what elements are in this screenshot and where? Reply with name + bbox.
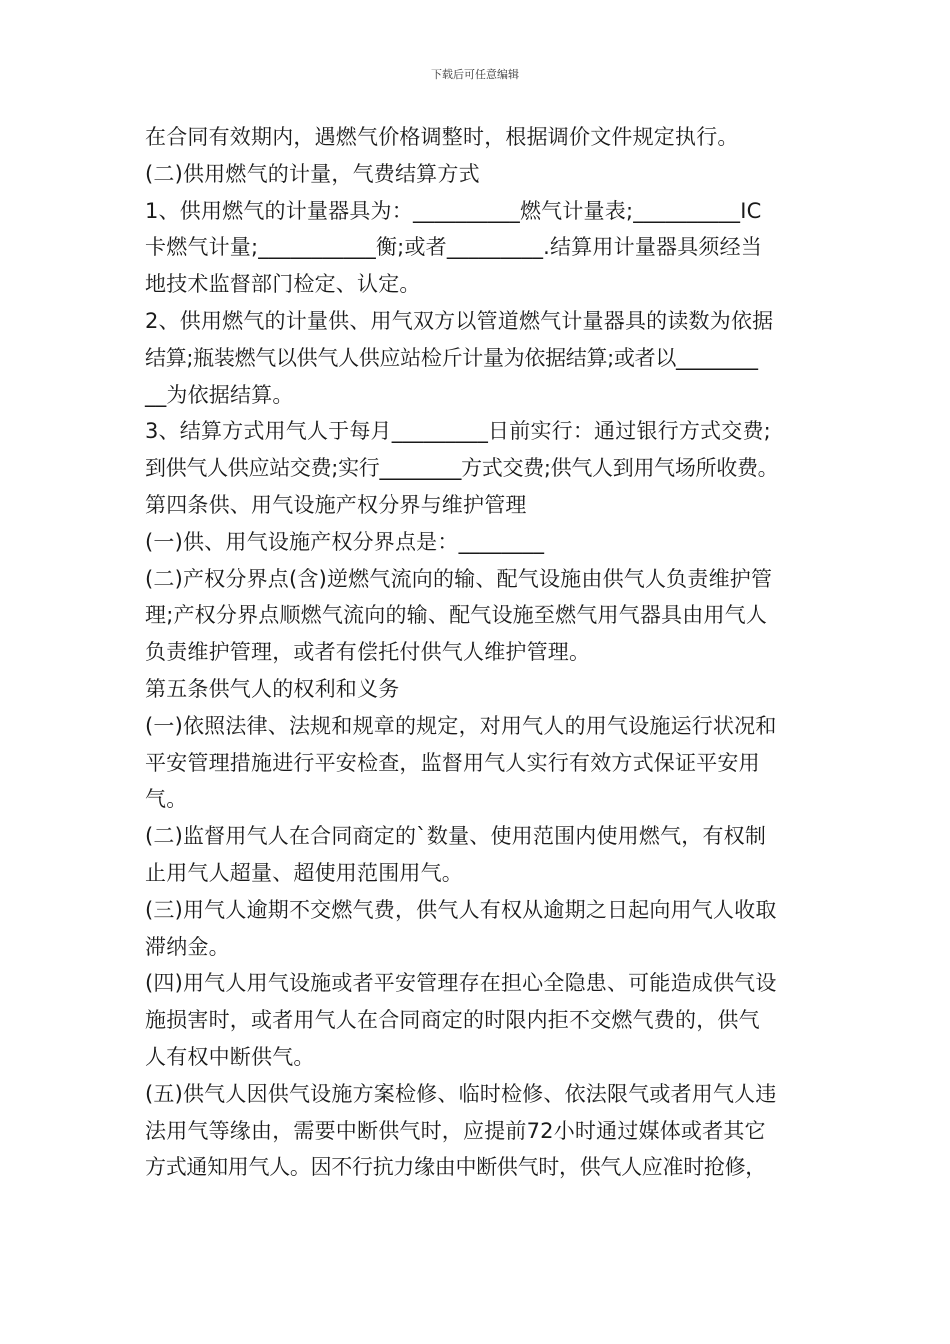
section-heading: (二)供用燃气的计量，气费结算方式 bbox=[145, 161, 480, 186]
text-line: (二)监督用气人在合同商定的`数量、使用范围内使用燃气，有权制 bbox=[145, 824, 767, 849]
text-line: 滞纳金。 bbox=[145, 934, 230, 959]
text-line: (三)用气人逾期不交燃气费，供气人有权从逾期之日起向用气人收取 bbox=[145, 897, 777, 922]
text-line: 施损害时，或者用气人在合同商定的时限内拒不交燃气费的，供气 bbox=[145, 1008, 760, 1033]
text-line: 负责维护管理，或者有偿托付供气人维护管理。 bbox=[145, 640, 591, 665]
text-line: (四)用气人用气设施或者平安管理存在担心全隐患、可能造成供气设 bbox=[145, 971, 777, 996]
text-line: 地技术监督部门检定、认定。 bbox=[145, 272, 421, 297]
text-line: (五)供气人因供气设施方案检修、临时检修、依法限气或者用气人违 bbox=[145, 1081, 777, 1106]
text-line: 理;产权分界点顺燃气流向的输、配气设施至燃气用气器具由用气人 bbox=[145, 603, 768, 628]
text-line: 止用气人超量、超使用范围用气。 bbox=[145, 860, 463, 885]
text-line: 气。 bbox=[145, 787, 188, 812]
text-line: 卡燃气计量;___________衡;或者_________.结算用计量器具须经当 bbox=[145, 235, 763, 260]
text-line: (一)供、用气设施产权分界点是：________ bbox=[145, 529, 545, 554]
text-line: 平安管理措施进行平安检查，监督用气人实行有效方式保证平安用 bbox=[145, 750, 760, 775]
article-heading: 第四条供、用气设施产权分界与维护管理 bbox=[145, 492, 527, 517]
text-line: 法用气等缘由，需要中断供气时，应提前72小时通过媒体或者其它 bbox=[145, 1118, 766, 1143]
text-line: 人有权中断供气。 bbox=[145, 1044, 315, 1069]
text-line: 方式通知用气人。因不行抗力缘由中断供气时，供气人应准时抢修， bbox=[145, 1155, 766, 1180]
text-line: (一)依照法律、法规和规章的规定，对用气人的用气设施运行状况和 bbox=[145, 713, 777, 738]
text-line: (二)产权分界点(含)逆燃气流向的输、配气设施由供气人负责维护管 bbox=[145, 566, 773, 591]
text-line: 结算;瓶装燃气以供气人供应站检斤计量为依据结算;或者以________ bbox=[145, 345, 758, 370]
text-line: 在合同有效期内，遇燃气价格调整时，根据调价文件规定执行。 bbox=[145, 125, 739, 149]
text-line: 1、供用燃气的计量器具为：__________燃气计量表;__________IC bbox=[145, 198, 762, 223]
text-line: 到供气人供应站交费;实行________方式交费;供气人到用气场所收费。 bbox=[145, 456, 779, 481]
text-line: __为依据结算。 bbox=[145, 382, 294, 407]
article-heading: 第五条供气人的权利和义务 bbox=[145, 676, 400, 701]
page-header: 下载后可任意编辑 bbox=[431, 68, 519, 81]
text-line: 2、供用燃气的计量供、用气双方以管道燃气计量器具的读数为依据 bbox=[145, 308, 774, 333]
text-line: 3、结算方式用气人于每月_________日前实行：通过银行方式交费; bbox=[145, 419, 771, 444]
document-body bbox=[145, 122, 815, 1189]
